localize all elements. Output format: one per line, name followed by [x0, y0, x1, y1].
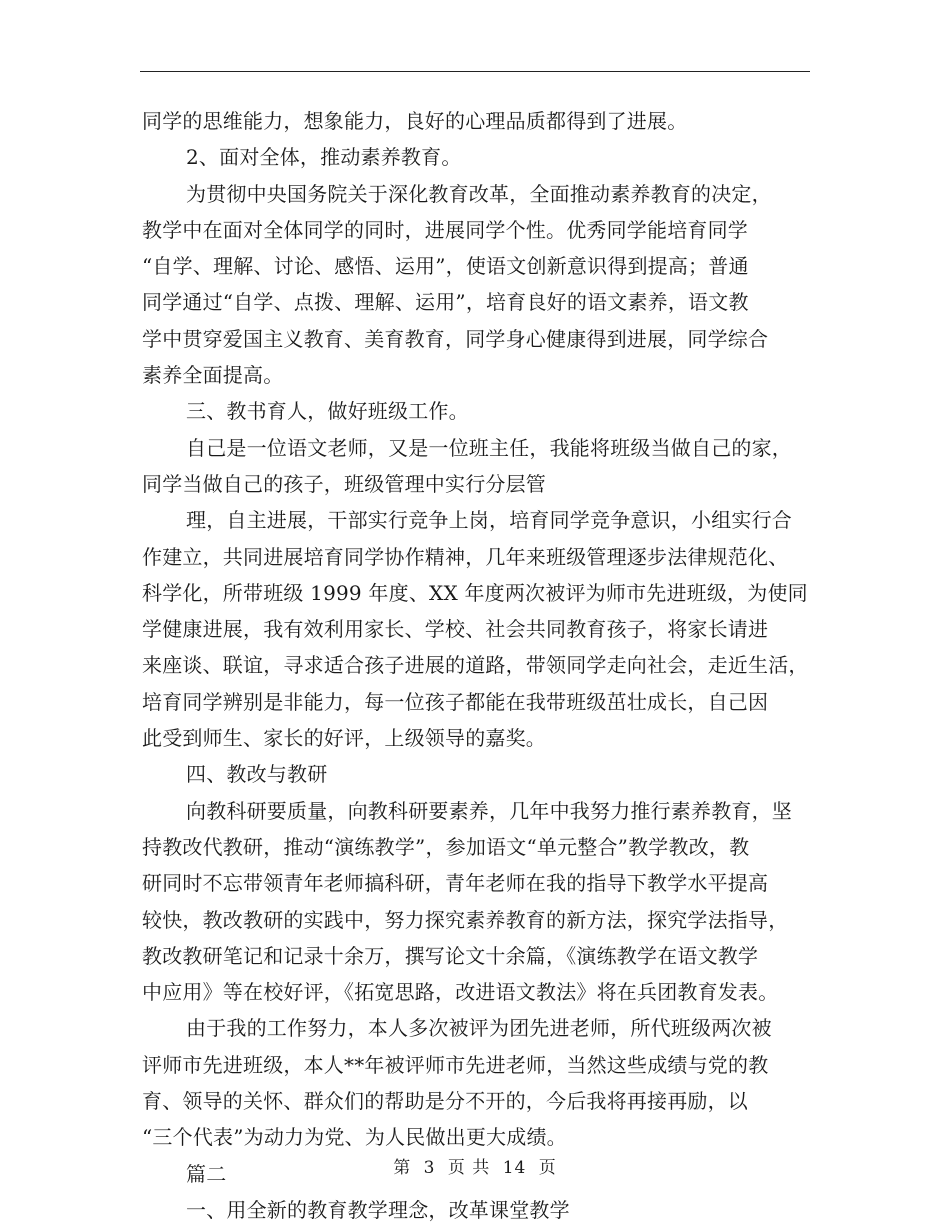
text-line: 作建立，共同进展培育同学协作精神，几年来班级管理逐步法律规范化、 [142, 544, 789, 569]
text-line: “三个代表”为动力为党、为人民做出更大成绩。 [142, 1125, 567, 1150]
section-heading: 篇二 [186, 1161, 227, 1186]
text-line: 科学化，所带班级 1999 年度、XX 年度两次被评为师市先进班级，为使同 [142, 580, 808, 605]
section-heading: 2、面对全体，推动素养教育。 [186, 145, 462, 170]
text-line: 理，自主进展，干部实行竞争上岗，培育同学竞争意识，小组实行合 [186, 508, 792, 533]
text-line: 同学当做自己的孩子，班级管理中实行分层管 [142, 471, 546, 496]
text-line: 学健康进展，我有效利用家长、学校、社会共同教育孩子，将家长请进 [142, 617, 769, 642]
text-line: “自学、理解、讨论、感悟、运用”，使语文创新意识得到提高；普通 [142, 254, 749, 279]
text-line: 此受到师生、家长的好评，上级领导的嘉奖。 [142, 726, 546, 751]
page-total: 14 [502, 1158, 527, 1178]
page-footer [0, 1153, 950, 1178]
text-line: 向教科研要质量，向教科研要素养，几年中我努力推行素养教育，坚 [186, 798, 792, 823]
text-line: 自己是一位语文老师，又是一位班主任，我能将班级当做自己的家， [186, 435, 792, 460]
text-line: 教学中在面对全体同学的同时，进展同学个性。优秀同学能培育同学 [142, 217, 748, 242]
text-line: 育、领导的关怀、群众们的帮助是分不开的，今后我将再接再励，以 [142, 1089, 748, 1114]
text-line: 研同时不忘带领青年老师搞科研，青年老师在我的指导下教学水平提高 [142, 871, 769, 896]
text-line: 同学通过“自学、点拨、理解、运用”，培育良好的语文素养，语文教 [142, 290, 749, 315]
text-line: 同学的思维能力，想象能力，良好的心理品质都得到了进展。 [142, 109, 688, 133]
text-line: 中应用》等在校好评，《拓宽思路，改进语文教法》将在兵团教育发表。 [142, 980, 779, 1005]
text-line: 持教改代教研，推动“演练教学”，参加语文“单元整合”教学教改，教 [142, 834, 750, 859]
text-line: 为贯彻中央国务院关于深化教育改革，全面推动素养教育的决定， [186, 181, 772, 206]
section-heading: 三、教书育人，做好班级工作。 [186, 399, 469, 424]
text-line: 素养全面提高。 [142, 363, 284, 388]
header-rule [140, 71, 810, 72]
text-line: 由于我的工作努力，本人多次被评为团先进老师，所代班级两次被 [186, 1016, 772, 1041]
text-line: 教改教研笔记和记录十余万，撰写论文十余篇，《演练教学在语文教学 [142, 943, 759, 968]
text-line: 较快，教改教研的实践中，努力探究素养教育的新方法，探究学法指导， [142, 907, 789, 932]
footer-suffix: 页 [538, 1158, 557, 1178]
text-line: 学中贯穿爱国主义教育、美育教育，同学身心健康得到进展，同学综合 [142, 326, 769, 351]
section-heading: 四、教改与教研 [186, 762, 328, 787]
footer-prefix: 第 [393, 1158, 412, 1178]
page-number: 3 [423, 1158, 436, 1178]
text-line: 评师市先进班级，本人**年被评师市先进老师，当然这些成绩与党的教 [142, 1052, 769, 1077]
body-text [142, 103, 812, 1228]
footer-mid: 页 共 [447, 1158, 491, 1178]
section-heading: 一、用全新的教育教学理念，改革课堂教学 [186, 1197, 570, 1222]
text-line: 来座谈、联谊，寻求适合孩子进展的道路，带领同学走向社会，走近生活， [142, 653, 809, 678]
text-line: 培育同学辨别是非能力，每一位孩子都能在我带班级茁壮成长，自己因 [142, 689, 769, 714]
